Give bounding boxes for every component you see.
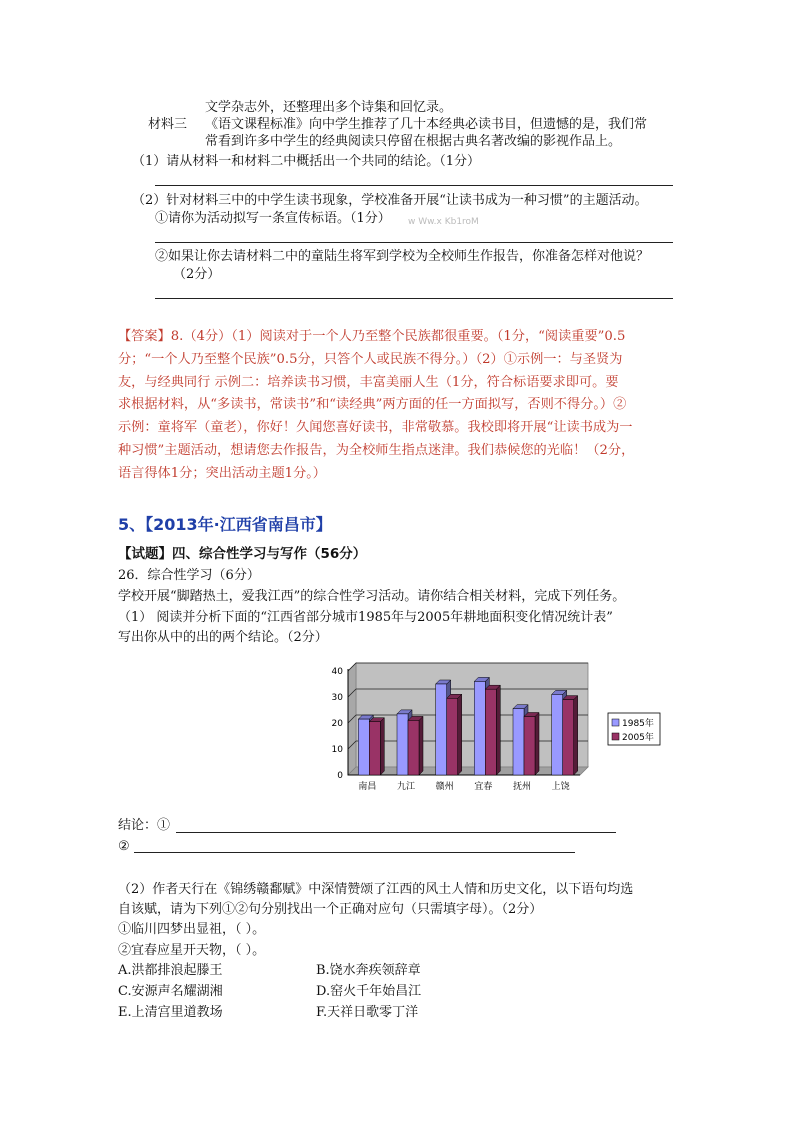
task-2-line-1: （2）作者天行在《锦绣赣鄱赋》中深情赞颂了江西的风土人情和历史文化，以下语句均选 xyxy=(118,882,634,897)
farmland-area-bar-chart xyxy=(318,660,678,795)
question-2-1: ①请你为活动拟写一条宣传标语。（1分） xyxy=(155,211,391,226)
y-tick-label: 10 xyxy=(331,745,343,755)
bar-front xyxy=(552,694,563,775)
answer-line-5: 示例：童将军（童老），你好！久闻您喜好读书，非常敬慕。我校即将开展“让读书成为一 xyxy=(118,420,633,436)
option-d: D.窑火千年始昌江 xyxy=(316,984,422,999)
option-a: A.洪都排浪起滕王 xyxy=(118,963,223,978)
bar-front xyxy=(513,709,524,775)
bar-side xyxy=(496,685,500,775)
x-tick-label: 上饶 xyxy=(551,782,570,792)
bar-side xyxy=(458,694,462,775)
bar-2005年-九江 xyxy=(408,716,423,775)
bar-front xyxy=(474,681,485,775)
material-three-line-1: 《语文课程标准》向中学生推荐了几十本经典必读书目，但遗憾的是，我们常 xyxy=(205,117,648,132)
x-tick-label: 九江 xyxy=(396,782,416,792)
question-2-2-line-2: （2分） xyxy=(173,267,221,282)
bar-front xyxy=(563,700,574,775)
answer-line-1: 【答案】8.（4分）（1）阅读对于一个人乃至整个民族都很重要。（1分，“阅读重要”0.5 xyxy=(118,329,626,344)
option-b: B.饶水奔疾领辞章 xyxy=(316,963,421,978)
watermark-text: w Ww.x Kb1roM xyxy=(408,217,479,227)
bar-side xyxy=(574,696,578,775)
section-heading: 5、【2013年·江西省南昌市】 xyxy=(118,515,332,534)
x-tick-label: 南昌 xyxy=(358,782,377,792)
x-tick-label: 抚州 xyxy=(512,782,532,792)
material-three-label: 材料三 xyxy=(148,117,188,132)
task-1-line-1: （1） 阅读并分析下面的“江西省部分城市1985年与2005年耕地面积变化情况统计表” xyxy=(118,610,613,625)
answer-block xyxy=(118,326,678,486)
material-three-line-2: 常看到许多中学生的经典阅读只停留在根据古典名著改编的影视作品上。 xyxy=(205,134,622,149)
bar-front xyxy=(524,717,535,776)
option-f: F.天祥日歌零丁洋 xyxy=(316,1005,419,1020)
answer-line-7: 语言得体1分；突出活动主题1分。） xyxy=(118,465,326,481)
bar-front xyxy=(369,722,380,775)
question-2: （2）针对材料三中的中学生读书现象，学校准备开展“让读书成为一种习惯”的主题活动。 xyxy=(132,193,648,208)
answer-line-q2-1 xyxy=(155,242,673,243)
legend-label: 2005年 xyxy=(622,733,654,743)
bar-side xyxy=(419,716,423,775)
y-tick-label: 20 xyxy=(331,719,343,729)
bar-2005年-宜春 xyxy=(485,685,500,775)
bar-2005年-抚州 xyxy=(524,713,539,776)
bar-front xyxy=(408,720,419,775)
bar-front xyxy=(485,689,496,775)
bar-front xyxy=(397,714,408,775)
legend-swatch xyxy=(612,719,619,726)
material-two-tail: 文学杂志外，还整理出多个诗集和回忆录。 xyxy=(205,100,453,115)
answer-line-4: 求根据材料，从“多读书，常读书”和“读经典”两方面的任一方面拟写，否则不得分。）② xyxy=(118,397,627,413)
conclusion-label-2: ② xyxy=(118,839,130,854)
legend-swatch xyxy=(612,733,619,740)
y-tick-label: 30 xyxy=(331,693,343,703)
answer-line-q2-2 xyxy=(155,298,673,299)
bar-2005年-南昌 xyxy=(369,718,384,775)
conclusion-answer-line-1[interactable] xyxy=(176,832,616,833)
question-26-title: 26．综合性学习（6分） xyxy=(118,568,260,583)
answer-line-6: 种习惯”主题活动，想请您去作报告，为全校师生指点迷津。我们恭候您的光临！（2分， xyxy=(118,442,635,458)
bar-2005年-上饶 xyxy=(563,696,578,775)
conclusion-answer-line-2[interactable] xyxy=(134,852,575,853)
option-c: C.安源声名耀湖湘 xyxy=(118,984,223,999)
answer-line-3: 友，与经典同行 示例二：培养读书习惯，丰富美丽人生（1分，符合标语要求即可。要 xyxy=(118,374,619,390)
bar-side xyxy=(380,718,384,775)
match-item-2: ②宜春应星开天物，（ ）。 xyxy=(118,943,266,958)
bar-front xyxy=(358,719,369,775)
activity-intro: 学校开展“脚踏热土，爱我江西”的综合性学习活动。请你结合相关材料，完成下列任务。 xyxy=(118,589,626,604)
question-2-2-line-1: ②如果让你去请材料二中的童陆生将军到学校为全校师生作报告，你准备怎样对他说？ xyxy=(155,249,650,264)
legend-label: 1985年 xyxy=(622,719,654,729)
bar-side xyxy=(535,713,539,776)
task-2-line-2: 自该赋，请为下列①②句分别找出一个正确对应句（只需填字母）。（2分） xyxy=(118,902,543,917)
conclusion-label-1: 结论：① xyxy=(118,818,171,833)
y-tick-label: 40 xyxy=(331,667,343,677)
match-item-1: ①临川四梦出显祖，（ ）。 xyxy=(118,922,266,937)
bar-front xyxy=(447,698,458,775)
question-1: （1）请从材料一和材料二中概括出一个共同的结论。（1分） xyxy=(132,154,481,169)
answer-line-q1 xyxy=(155,185,673,186)
option-e: E.上清宫里道教场 xyxy=(118,1005,223,1020)
bar-2005年-赣州 xyxy=(447,694,462,775)
trial-heading: 【试题】四、综合性学习与写作（56分） xyxy=(118,546,367,562)
x-tick-label: 赣州 xyxy=(435,782,454,792)
x-tick-label: 宜春 xyxy=(474,782,493,792)
task-1-line-2: 写出你从中的出的两个结论。（2分） xyxy=(118,630,328,645)
answer-line-2: 分；“一个人乃至整个民族”0.5分，只答个人或民族不得分。）（2）①示例一：与圣贤为 xyxy=(118,351,623,367)
y-tick-label: 0 xyxy=(337,771,343,781)
bar-front xyxy=(436,684,447,775)
